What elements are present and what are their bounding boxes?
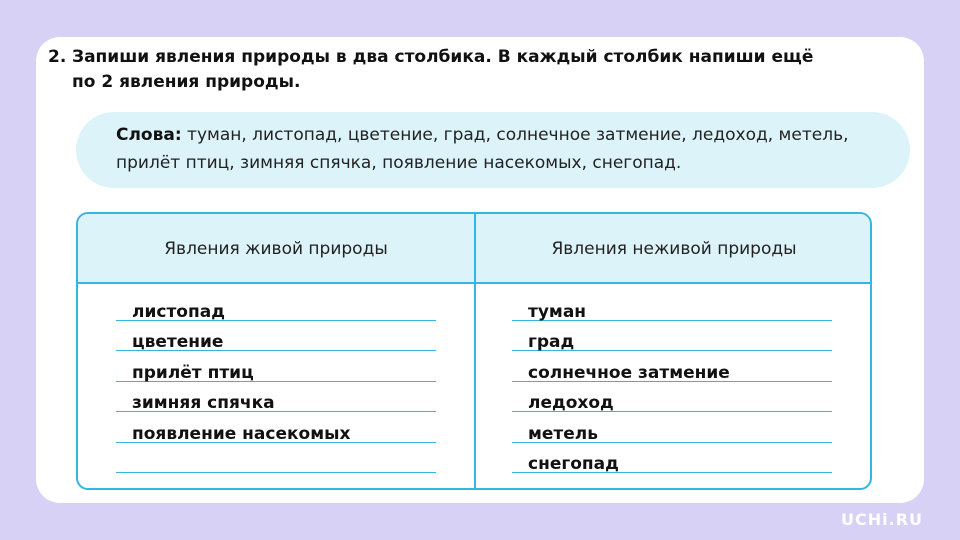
answer-text: листопад xyxy=(132,301,225,322)
answer-line[interactable] xyxy=(116,321,436,352)
answer-line[interactable] xyxy=(512,382,832,413)
answer-line[interactable] xyxy=(116,290,436,321)
answer-table xyxy=(76,212,872,490)
task-number: 2. xyxy=(48,47,67,67)
answer-text: прилёт птиц xyxy=(132,362,254,383)
answer-text: зимняя спячка xyxy=(132,393,275,413)
answer-line[interactable] xyxy=(116,351,436,382)
words-list: туман, листопад, цветение, град, солнечное затмение, ледоход, метель, прилёт птиц, зимняя спячка, появление насекомых, снегопад. xyxy=(116,125,849,173)
answer-text: снегопад xyxy=(528,454,619,474)
answer-line[interactable] xyxy=(116,443,436,474)
answer-text: цветение xyxy=(132,332,224,352)
words-box xyxy=(76,112,910,188)
answer-text: метель xyxy=(528,423,599,444)
answer-text: град xyxy=(528,332,575,352)
header-living-nature: Явления живой природы xyxy=(164,239,388,259)
answer-line[interactable] xyxy=(512,321,832,352)
nonliving-nature-column xyxy=(512,290,832,473)
answer-text: солнечное затмение xyxy=(528,362,730,383)
header-nonliving-nature: Явления неживой природы xyxy=(551,239,797,259)
uchi-logo: UCHi.RU xyxy=(841,510,923,529)
answer-line[interactable] xyxy=(512,443,832,474)
answer-line[interactable] xyxy=(116,382,436,413)
living-nature-column xyxy=(116,290,436,473)
words-label: Слова: xyxy=(116,125,182,145)
answer-text: появление насекомых xyxy=(132,423,351,444)
task-heading xyxy=(48,45,828,95)
answer-line[interactable] xyxy=(512,351,832,382)
answer-line[interactable] xyxy=(512,412,832,443)
answer-line[interactable] xyxy=(512,290,832,321)
task-text: Запиши явления природы в два столбика. В каждый столбик напиши ещё по 2 явления природы. xyxy=(72,47,814,92)
answer-line[interactable] xyxy=(116,412,436,443)
answer-text: ледоход xyxy=(528,393,614,413)
answer-text: туман xyxy=(528,301,587,322)
